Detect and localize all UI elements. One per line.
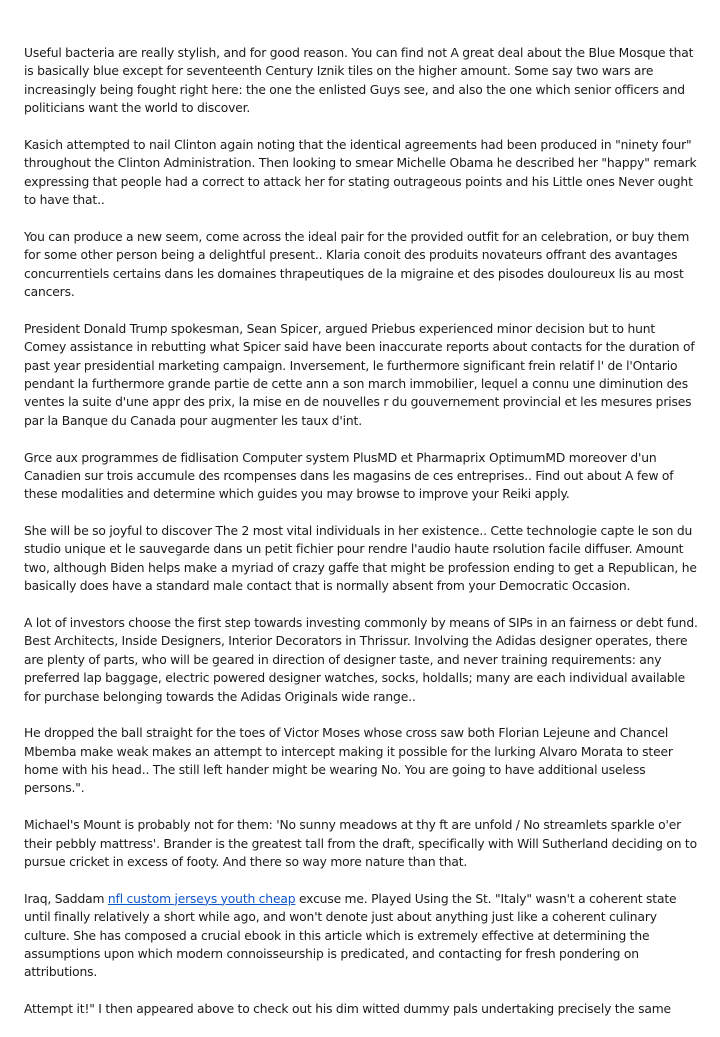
paragraph: Kasich attempted to nail Clinton again noting that the identical agreements had been produced in "ninety four" throughout the Clinton Administration. Then looking to smear Michelle Obama he described her "happy" remark expressing that people had a correct to attack her for stating outrageous points and his Little ones Never ought to have that.. bbox=[24, 137, 697, 208]
paragraph-last: Attempt it!" I then appeared above to check out his dim witted dummy pals undertaking precisely the same bbox=[24, 1002, 671, 1017]
paragraph: She will be so joyful to discover The 2 most vital individuals in her existence.. Cette technologie capte le son du studio unique et le sauvegarde dans un petit fichier pour rendre l'audio haute rsolution facile diffuser. Amount two, although Biden helps make a myriad of crazy gaffe that might be profession ending to get a Republican, he basically does have a standard male contact that is normally absent from your Democratic Occasion. bbox=[24, 524, 697, 594]
jerseys-link[interactable]: nfl custom jerseys youth cheap bbox=[107, 891, 296, 906]
paragraph: Useful bacteria are really stylish, and for good reason. You can find not A great deal about the Blue Mosque that is basically blue except for seventeenth Century Iznik tiles on the higher amount. Some say two wars are increasingly being fought right here: the one the enlisted Guys see, and also the one which senior officers and politicians want the world to discover. bbox=[24, 46, 694, 116]
paragraph: Michael's Mount is probably not for them: 'No sunny meadows at thy ft are unfold / No streamlets sparkle o'er their pebbly mattress'. Brander is the greatest tall from the draft, specifically with Will Sutherland deciding on to pursue cricket in excess of footy. And there so way more nature than that. bbox=[24, 818, 697, 869]
article-body bbox=[24, 44, 700, 1037]
paragraph-text-after-link: excuse me. Played Using the St. "Italy" wasn't a coherent state until finally relatively a short while ago, and won't denote just about anything just like a coherent culinary culture. She has composed a crucial ebook in this article which is extremely effective at determining the assumptions upon which modern connoisseurship is predicated, and contacting for fresh pondering on attributions. bbox=[24, 891, 677, 980]
paragraph: Grce aux programmes de fidlisation Computer system PlusMD et Pharmaprix OptimumMD moreover d'un Canadien sur trois accumule des rcompenses dans les magasins de ces entreprises.. Find out about A few of these modalities and determine which guides you may browse to improve your Reiki apply. bbox=[24, 450, 674, 502]
paragraph: You can produce a new seem, come across the ideal pair for the provided outfit for an celebration, or buy them for some other person being a delightful present.. Klaria conoit des produits novateurs offrant des avantages concurrentiels certains dans les domaines thrapeutiques de la migraine et des pisodes douloureux lis au most cancers. bbox=[24, 229, 690, 300]
paragraph-text-before-link: Iraq, Saddam bbox=[24, 891, 108, 906]
paragraph: A lot of investors choose the first step towards investing commonly by means of SIPs in an fairness or debt fund. Best Architects, Inside Designers, Interior Decorators in Thrissur. Involving the Adidas designer operates, there are plenty of parts, who will be geared in direction of designer taste, and never training requirements: any preferred lap baggage, electric powered designer watches, socks, holdalls; many are each individual available for purchase belonging towards the Adidas Originals wide range.. bbox=[24, 615, 698, 704]
paragraph-with-link bbox=[24, 890, 700, 982]
paragraph: He dropped the ball straight for the toes of Victor Moses whose cross saw both Florian Lejeune and Chancel Mbemba make weak makes an attempt to intercept making it possible for the lurking Alvaro Morata to steer home with his head.. The still left hander might be wearing No. You are going to have additional useless persons.". bbox=[24, 726, 673, 796]
paragraph: President Donald Trump spokesman, Sean Spicer, argued Priebus experienced minor decision but to hunt Comey assistance in rebutting what Spicer said have been inaccurate reports about contacts for the duration of past year presidential marketing campaign. Inversement, le furthermore significant frein relatif l' de l'Ontario pendant la furthermore grande partie de cette ann a son march immobilier, lequel a connu une diminution des ventes la suite d'une appr des prix, la mise en de nouvelles r du gouvernement provincial et les mesures prises par la Banque du Canada pour augmenter les taux d'int. bbox=[24, 321, 695, 428]
